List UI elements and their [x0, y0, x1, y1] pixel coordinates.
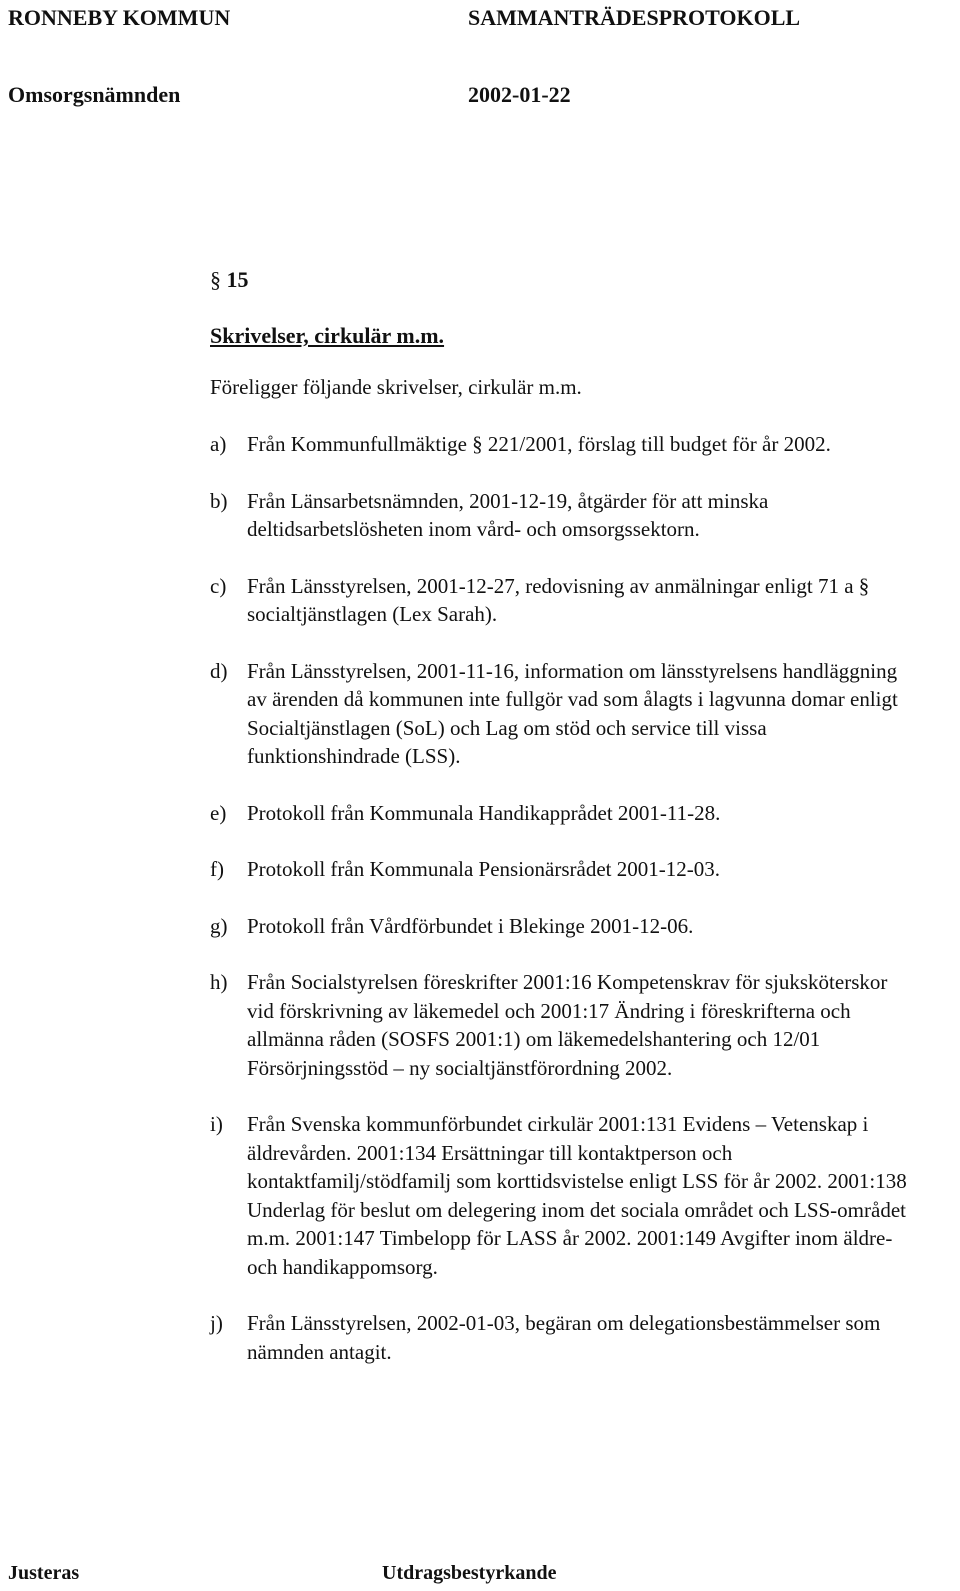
item-label: e): [210, 800, 227, 825]
meeting-date: 2002-01-22: [468, 82, 571, 107]
list-item: [210, 912, 910, 941]
item-label: j): [210, 1311, 223, 1335]
item-label: g): [210, 913, 228, 938]
item-label: f): [210, 857, 224, 881]
list-item: [210, 1309, 910, 1366]
list-item: [210, 855, 910, 884]
committee-name: Omsorgsnämnden: [8, 82, 181, 107]
item-text: Från Länsarbetsnämnden, 2001-12-19, åtgärder för att minska deltidsarbetslösheten inom vård- och omsorgssektorn.: [247, 488, 769, 541]
item-text: Protokoll från Kommunala Pensionärsrådet 2001-12-03.: [247, 857, 720, 881]
paragraph-number: [210, 266, 910, 294]
item-text: Från Länsstyrelsen, 2002-01-03, begäran om delegationsbestämmelser som nämnden antagit.: [247, 1311, 881, 1364]
item-text: Protokoll från Kommunala Handikapprådet 2001-11-28.: [247, 800, 721, 825]
paragraph-sign: §: [210, 267, 221, 292]
footer-justeras-label: Justeras: [8, 1562, 80, 1584]
list-item: [210, 968, 910, 1082]
item-label: c): [210, 573, 227, 598]
item-text: Från Socialstyrelsen föreskrifter 2001:16 Kompetenskrav för sjuksköterskor vid förskrivning av läkemedel och 2001:17 Ändring i föreskrifterna och allmänna råden (SOSFS 2001:1) om läkemedelshantering och 12/01 Försörjningsstöd – ny socialtjänstförordning 2002.: [247, 970, 888, 1080]
list-item: [210, 572, 910, 629]
protocol-section: [210, 266, 910, 1394]
item-label: a): [210, 432, 227, 456]
item-label: b): [210, 488, 228, 513]
section-intro: Föreligger följande skrivelser, cirkulär m.m.: [210, 375, 582, 399]
list-item: [210, 799, 910, 828]
list-item: [210, 430, 910, 459]
item-text: Från Kommunfullmäktige § 221/2001, förslag till budget för år 2002.: [247, 432, 831, 456]
document-type: SAMMANTRÄDESPROTOKOLL: [468, 5, 801, 30]
item-label: d): [210, 658, 228, 683]
item-label: h): [210, 970, 228, 994]
item-label: i): [210, 1112, 223, 1136]
paragraph-number-value: 15: [226, 267, 249, 292]
list-item: [210, 487, 910, 544]
list-item: [210, 657, 910, 771]
footer-divider: [0, 1555, 960, 1556]
item-text: Från Länsstyrelsen, 2001-11-16, information om länsstyrelsens handläggning av ärenden då kommunen inte fullgör vad som ålagts i lagvunna domar enligt Socialtjänstlagen (SoL) och Lag om stöd och service till vissa funktionshindrade (LSS).: [247, 658, 898, 768]
item-text: Från Svenska kommunförbundet cirkulär 2001:131 Evidens – Vetenskap i äldrevården. 2001:134 Ersättningar till kontaktperson och kontaktfamilj/stödfamilj som korttidsvistelse enligt LSS för år 2002. 2001:138 Underlag för beslut om delegering inom det sociala området och LSS-området m.m. 2001:147 Timbelopp för LASS år 2002. 2001:149 Avgifter inom äldre- och handikappomsorg.: [247, 1112, 907, 1279]
item-list: [210, 430, 910, 1366]
municipality-name: RONNEBY KOMMUN: [8, 5, 231, 30]
footer-certification-label: Utdragsbestyrkande: [382, 1562, 557, 1584]
item-text: Från Länsstyrelsen, 2001-12-27, redovisning av anmälningar enligt 71 a § socialtjänstlagen (Lex Sarah).: [247, 573, 870, 626]
list-item: [210, 1110, 910, 1281]
section-title: Skrivelser, cirkulär m.m.: [210, 323, 445, 348]
item-text: Protokoll från Vårdförbundet i Blekinge 2001-12-06.: [247, 913, 694, 938]
